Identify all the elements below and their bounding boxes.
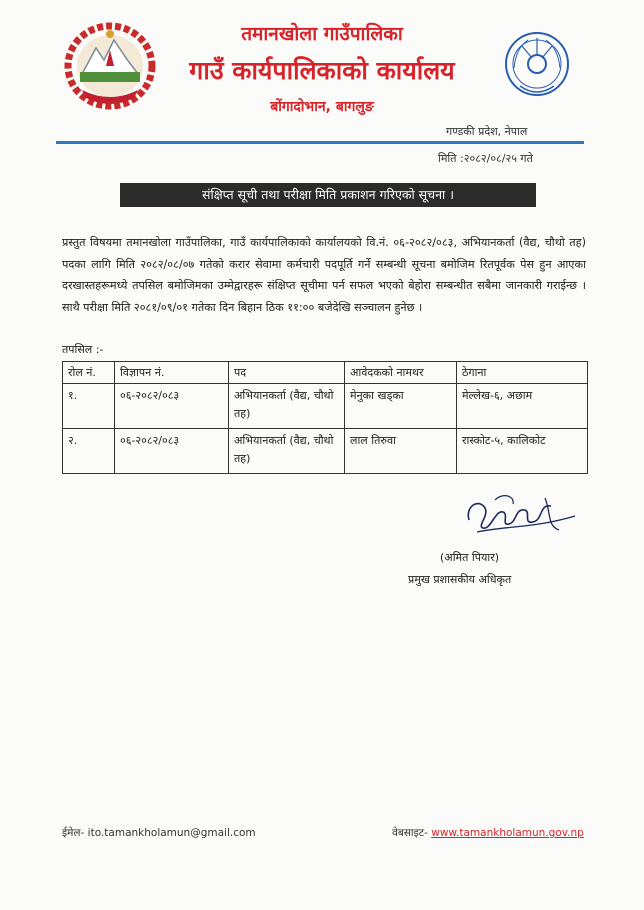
office-name: गाउँ कार्यपालिकाको कार्यालय — [189, 56, 455, 85]
roll-cell: १. — [63, 384, 115, 429]
ad-no-cell: ०६-२०८२/०८३ — [115, 384, 229, 429]
municipality-name: तमानखोला गाउँपालिका — [241, 23, 403, 45]
letter-date: मिति :२०८२/०८/२५ गते — [438, 152, 533, 165]
signatory-name: (अमित पियार) — [440, 551, 500, 564]
col-post-header: पद — [229, 362, 345, 384]
post-cell: अभियानकर्ता (वैद्य, चौथो तह) — [229, 429, 345, 474]
table-header-row — [63, 362, 588, 384]
col-ad-header: विज्ञापन नं. — [115, 362, 229, 384]
website-link[interactable]: www.tamankholamun.gov.np — [431, 827, 584, 839]
table-row — [63, 384, 588, 429]
notice-title: संक्षिप्त सूची तथा परीक्षा मिति प्रकाशन गरिएको सूचना । — [120, 183, 536, 207]
website-label: वेबसाइट- — [392, 827, 432, 839]
signatory-title: प्रमुख प्रशासकीय अधिकृत — [408, 573, 512, 586]
header-divider — [56, 141, 584, 144]
roll-cell: २. — [63, 429, 115, 474]
col-name-header: आवेदकको नामथर — [345, 362, 457, 384]
footer-website — [392, 826, 584, 840]
col-address-header: ठेगाना — [457, 362, 588, 384]
table-row — [63, 429, 588, 474]
tapsil-label: तपसिल :- — [62, 343, 104, 356]
candidate-table — [62, 361, 588, 474]
province-label: गण्डकी प्रदेश, नेपाल — [446, 125, 528, 138]
office-address: बोंगादोभान, बागलुङ — [270, 99, 374, 115]
name-cell: लाल तिरुवा — [345, 429, 457, 474]
name-cell: मेनुका खड्का — [345, 384, 457, 429]
post-cell: अभियानकर्ता (वैद्य, चौथो तह) — [229, 384, 345, 429]
signature-mark — [455, 486, 585, 546]
ad-no-cell: ०६-२०८२/०८३ — [115, 429, 229, 474]
address-cell: मेल्लेख-६, अछाम — [457, 384, 588, 429]
notice-body: प्रस्तुत विषयमा तमानखोला गाउँपालिका, गाउँ कार्यपालिकाको कार्यालयको वि.नं. ०६-२०८२/०८३, अभियानकर्ता (वैद्य, चौथो तह) पदका लागि मिति २०८२/०८/०७ गतेको करार सेवामा कर्मचारी पदपूर्ति गर्ने सम्बन्धी सूचना बमोजिम रितपूर्वक पेस हुन आएका दरखास्तहरूमध्ये तपसिल बमोजिमका उम्मेद्वारहरू संक्षिप्त सूचीमा पर्न सफल भएको बेहोरा सम्बन्धीत सबैमा जानकारी गराईन्छ । साथै परीक्षा मिति २०८१/०९/०१ गतेका दिन बिहान ठिक ११:०० बजेदेखि सञ्चालन हुनेछ । — [62, 236, 586, 314]
footer-email: ईमेल- ito.tamankholamun@gmail.com — [62, 827, 256, 839]
address-cell: रास्कोट-५, कालिकोट — [457, 429, 588, 474]
col-roll-header: रोल नं. — [63, 362, 115, 384]
